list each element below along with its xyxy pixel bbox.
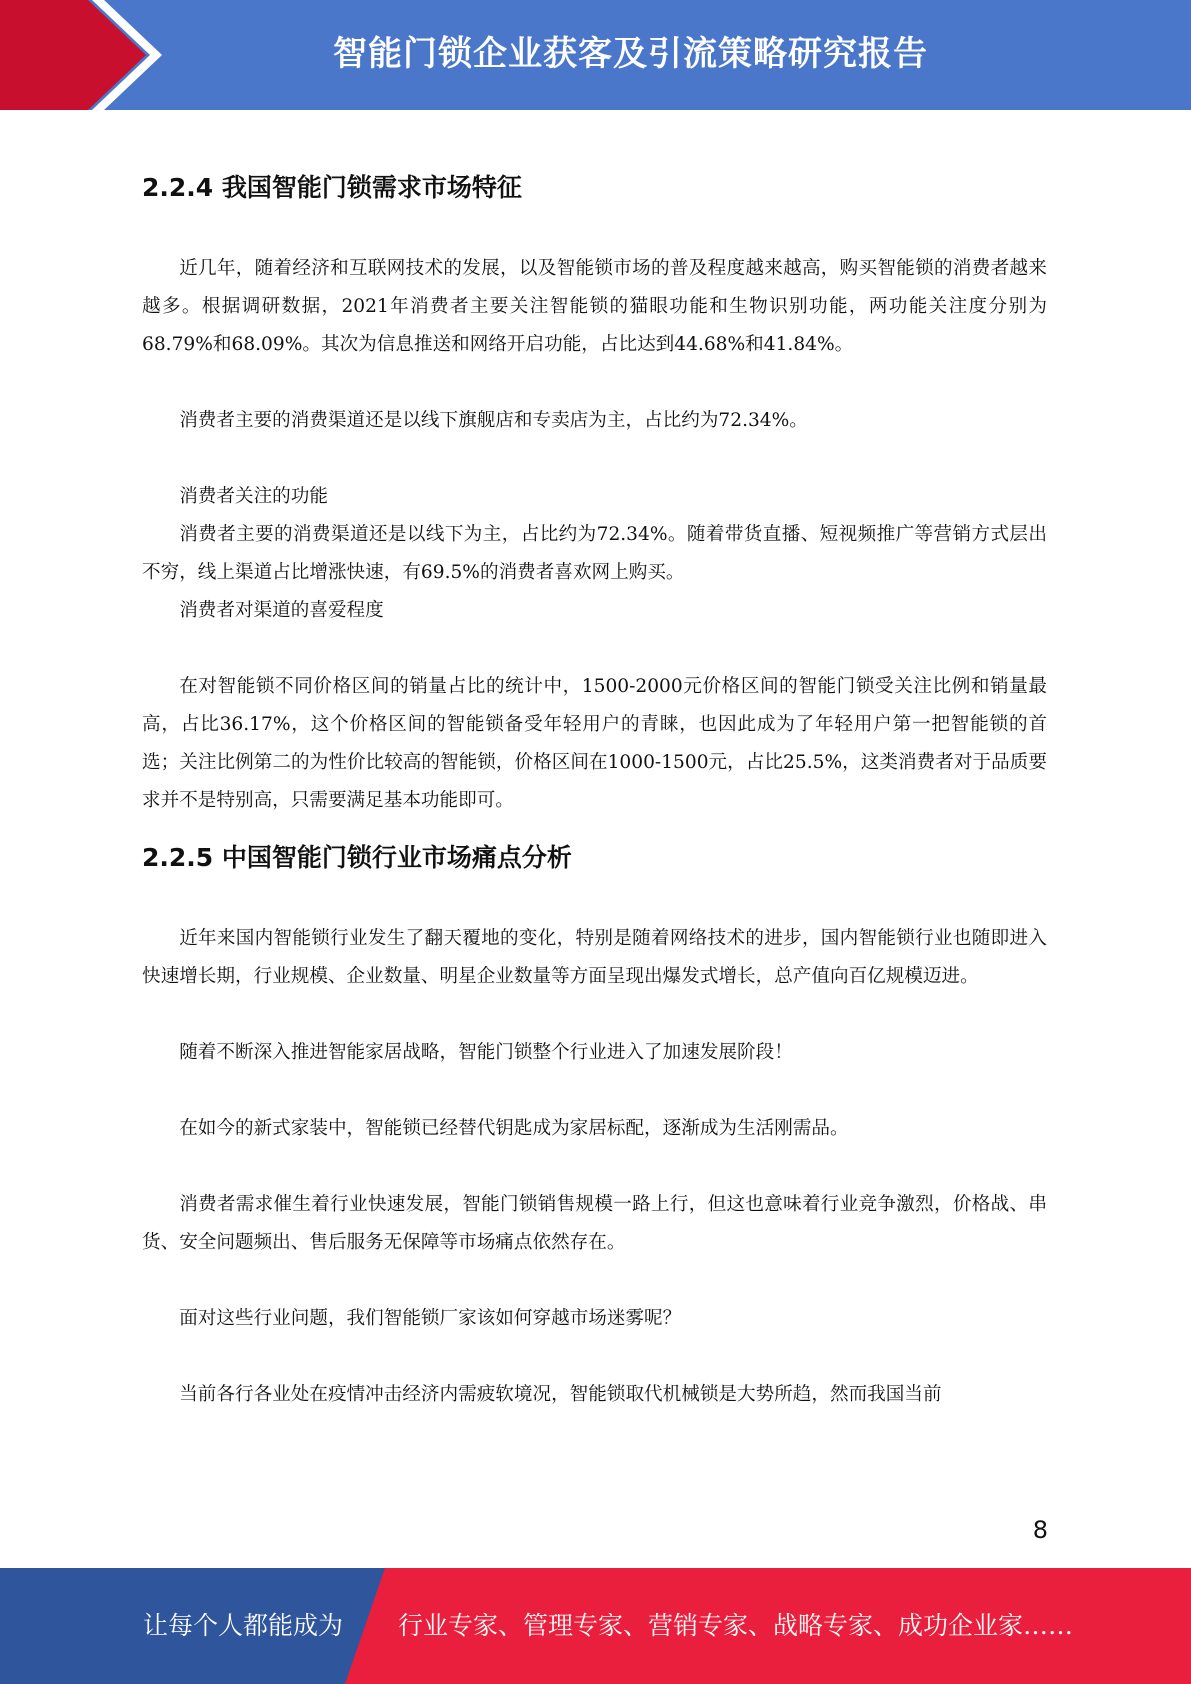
footer-slogan: 让每个人都能成为 (143, 1611, 344, 1640)
section-heading: 2.2.5 中国智能门锁行业市场痛点分析 (142, 843, 572, 872)
page-number: 8 (1032, 1516, 1048, 1544)
paragraph: 消费者主要的消费渠道还是以线下为主，占比约为72.34%。随着带货直播、短视频推广等营销方式层出不穷，线上渠道占比增涨快速，有69.5%的消费者喜欢网上购买。 (142, 524, 1047, 583)
figure-caption: 消费者对渠道的喜爱程度 (179, 600, 384, 621)
paragraph: 在如今的新式家装中，智能锁已经替代钥匙成为家居标配，逐渐成为生活刚需品。 (179, 1118, 849, 1139)
paragraph: 在对智能锁不同价格区间的销量占比的统计中，1500-2000元价格区间的智能门锁受关注比例和销量最高，占比36.17%，这个价格区间的智能锁备受年轻用户的青睐，也因此成为了年轻用户第一把智能锁的首选；关注比例第二的为性价比较高的智能锁，价格区间在1000-1500元，占比25.5%，这类消费者对于品质要求并不是特别高，只需要满足基本功能即可。 (142, 676, 1047, 811)
paragraph: 近年来国内智能锁行业发生了翻天覆地的变化，特别是随着网络技术的进步，国内智能锁行业也随即进入快速增长期，行业规模、企业数量、明星企业数量等方面呈现出爆发式增长，总产值向百亿规模迈进。 (142, 928, 1047, 987)
footer-tagline: 行业专家、管理专家、营销专家、战略专家、成功企业家…… (398, 1611, 1074, 1640)
page-footer (0, 1568, 1191, 1684)
page-header (0, 0, 1191, 110)
figure-caption: 消费者关注的功能 (179, 486, 328, 507)
document-body (142, 150, 1047, 1414)
paragraph: 随着不断深入推进智能家居战略，智能门锁整个行业进入了加速发展阶段！ (179, 1042, 793, 1063)
report-title: 智能门锁企业获客及引流策略研究报告 (333, 34, 928, 74)
paragraph: 消费者需求催生着行业快速发展，智能门锁销售规模一路上行，但这也意味着行业竞争激烈，价格战、串货、安全问题频出、售后服务无保障等市场痛点依然存在。 (142, 1194, 1047, 1253)
paragraph: 消费者主要的消费渠道还是以线下旗舰店和专卖店为主，占比约为72.34%。 (179, 410, 808, 431)
paragraph: 当前各行各业处在疫情冲击经济内需疲软境况，智能锁取代机械锁是大势所趋，然而我国当前 (179, 1384, 942, 1405)
section-heading: 2.2.4 我国智能门锁需求市场特征 (142, 173, 522, 202)
paragraph: 近几年，随着经济和互联网技术的发展，以及智能锁市场的普及程度越来越高，购买智能锁的消费者越来越多。根据调研数据，2021年消费者主要关注智能锁的猫眼功能和生物识别功能，两功能关注度分别为68.79%和68.09%。其次为信息推送和网络开启功能，占比达到44.68%和41.84%。 (142, 258, 1047, 355)
paragraph: 面对这些行业问题，我们智能锁厂家该如何穿越市场迷雾呢？ (179, 1308, 682, 1329)
